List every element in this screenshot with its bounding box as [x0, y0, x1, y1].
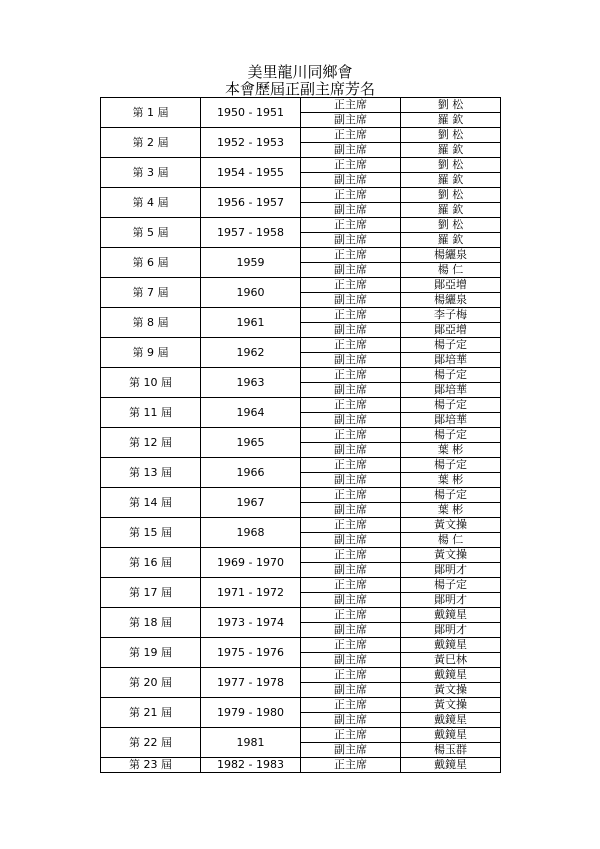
role-cell: 正主席	[301, 428, 401, 443]
name-cell: 鄖明才	[401, 563, 501, 578]
name-cell: 鄖亞增	[401, 323, 501, 338]
table-row	[101, 608, 501, 623]
name-cell: 楊子定	[401, 578, 501, 593]
role-cell: 副主席	[301, 533, 401, 548]
name-cell: 鄖培華	[401, 353, 501, 368]
role-cell: 正主席	[301, 248, 401, 263]
name-cell: 楊玉群	[401, 743, 501, 758]
term-cell: 第 15 屆	[101, 518, 201, 548]
name-cell: 戴鏡星	[401, 608, 501, 623]
role-cell: 副主席	[301, 323, 401, 338]
name-cell: 黃文操	[401, 683, 501, 698]
years-cell: 1962	[201, 338, 301, 368]
name-cell: 鄖培華	[401, 413, 501, 428]
name-cell: 楊纚泉	[401, 293, 501, 308]
name-cell: 黃文操	[401, 518, 501, 533]
table-row	[101, 188, 501, 203]
role-cell: 副主席	[301, 383, 401, 398]
chairmen-table	[100, 97, 501, 773]
table-row	[101, 98, 501, 113]
term-cell: 第 20 屆	[101, 668, 201, 698]
term-cell: 第 11 屆	[101, 398, 201, 428]
name-cell: 楊子定	[401, 458, 501, 473]
name-cell: 楊子定	[401, 488, 501, 503]
years-cell: 1957 - 1958	[201, 218, 301, 248]
years-cell: 1964	[201, 398, 301, 428]
name-cell: 黃文操	[401, 698, 501, 713]
years-cell: 1982 - 1983	[201, 758, 301, 773]
table-row	[101, 308, 501, 323]
term-cell: 第 1 屆	[101, 98, 201, 128]
role-cell: 副主席	[301, 233, 401, 248]
role-cell: 副主席	[301, 293, 401, 308]
name-cell: 李子梅	[401, 308, 501, 323]
table-row	[101, 278, 501, 293]
role-cell: 副主席	[301, 173, 401, 188]
years-cell: 1979 - 1980	[201, 698, 301, 728]
role-cell: 正主席	[301, 398, 401, 413]
table-row	[101, 578, 501, 593]
name-cell: 戴鏡星	[401, 758, 501, 773]
term-cell: 第 23 屆	[101, 758, 201, 773]
name-cell: 楊子定	[401, 368, 501, 383]
years-cell: 1967	[201, 488, 301, 518]
table-row	[101, 218, 501, 233]
name-cell: 楊 仁	[401, 263, 501, 278]
role-cell: 副主席	[301, 353, 401, 368]
name-cell: 劉 松	[401, 98, 501, 113]
name-cell: 羅 欽	[401, 233, 501, 248]
role-cell: 副主席	[301, 503, 401, 518]
term-cell: 第 21 屆	[101, 698, 201, 728]
role-cell: 正主席	[301, 458, 401, 473]
name-cell: 葉 彬	[401, 443, 501, 458]
name-cell: 劉 松	[401, 128, 501, 143]
name-cell: 羅 欽	[401, 203, 501, 218]
name-cell: 羅 欽	[401, 143, 501, 158]
name-cell: 戴鏡星	[401, 668, 501, 683]
role-cell: 正主席	[301, 698, 401, 713]
term-cell: 第 8 屆	[101, 308, 201, 338]
term-cell: 第 17 屆	[101, 578, 201, 608]
role-cell: 正主席	[301, 728, 401, 743]
table-row	[101, 488, 501, 503]
role-cell: 正主席	[301, 608, 401, 623]
table-row	[101, 248, 501, 263]
table-row	[101, 548, 501, 563]
document-subtitle: 本會歷屆正副主席芳名	[224, 80, 375, 98]
role-cell: 副主席	[301, 143, 401, 158]
document-title: 美里龍川同鄉會	[247, 63, 353, 81]
name-cell: 楊子定	[401, 428, 501, 443]
table-row	[101, 698, 501, 713]
role-cell: 正主席	[301, 638, 401, 653]
years-cell: 1952 - 1953	[201, 128, 301, 158]
role-cell: 副主席	[301, 563, 401, 578]
name-cell: 戴鏡星	[401, 728, 501, 743]
name-cell: 楊子定	[401, 398, 501, 413]
table-row	[101, 368, 501, 383]
role-cell: 副主席	[301, 113, 401, 128]
term-cell: 第 10 屆	[101, 368, 201, 398]
term-cell: 第 2 屆	[101, 128, 201, 158]
name-cell: 鄖培華	[401, 383, 501, 398]
table-row	[101, 728, 501, 743]
role-cell: 正主席	[301, 548, 401, 563]
term-cell: 第 13 屆	[101, 458, 201, 488]
role-cell: 正主席	[301, 128, 401, 143]
term-cell: 第 9 屆	[101, 338, 201, 368]
term-cell: 第 12 屆	[101, 428, 201, 458]
name-cell: 鄖亞增	[401, 278, 501, 293]
role-cell: 副主席	[301, 593, 401, 608]
years-cell: 1965	[201, 428, 301, 458]
table-row	[101, 668, 501, 683]
role-cell: 正主席	[301, 188, 401, 203]
years-cell: 1968	[201, 518, 301, 548]
years-cell: 1954 - 1955	[201, 158, 301, 188]
role-cell: 正主席	[301, 278, 401, 293]
years-cell: 1961	[201, 308, 301, 338]
years-cell: 1950 - 1951	[201, 98, 301, 128]
term-cell: 第 14 屆	[101, 488, 201, 518]
role-cell: 正主席	[301, 218, 401, 233]
table-row	[101, 458, 501, 473]
term-cell: 第 19 屆	[101, 638, 201, 668]
years-cell: 1973 - 1974	[201, 608, 301, 638]
years-cell: 1959	[201, 248, 301, 278]
name-cell: 羅 欽	[401, 173, 501, 188]
name-cell: 戴鏡星	[401, 713, 501, 728]
name-cell: 葉 彬	[401, 503, 501, 518]
role-cell: 副主席	[301, 623, 401, 638]
years-cell: 1960	[201, 278, 301, 308]
years-cell: 1977 - 1978	[201, 668, 301, 698]
role-cell: 正主席	[301, 368, 401, 383]
name-cell: 楊 仁	[401, 533, 501, 548]
term-cell: 第 5 屆	[101, 218, 201, 248]
name-cell: 楊纚泉	[401, 248, 501, 263]
name-cell: 鄖明才	[401, 623, 501, 638]
role-cell: 副主席	[301, 263, 401, 278]
name-cell: 羅 欽	[401, 113, 501, 128]
chairmen-table-body	[101, 98, 501, 773]
years-cell: 1971 - 1972	[201, 578, 301, 608]
table-row	[101, 428, 501, 443]
table-row	[101, 128, 501, 143]
role-cell: 正主席	[301, 758, 401, 773]
name-cell: 鄖明才	[401, 593, 501, 608]
role-cell: 副主席	[301, 713, 401, 728]
term-cell: 第 22 屆	[101, 728, 201, 758]
name-cell: 黃巳林	[401, 653, 501, 668]
role-cell: 正主席	[301, 308, 401, 323]
table-row	[101, 638, 501, 653]
years-cell: 1963	[201, 368, 301, 398]
term-cell: 第 16 屆	[101, 548, 201, 578]
table-row	[101, 338, 501, 353]
role-cell: 副主席	[301, 653, 401, 668]
name-cell: 劉 松	[401, 158, 501, 173]
years-cell: 1969 - 1970	[201, 548, 301, 578]
role-cell: 副主席	[301, 683, 401, 698]
role-cell: 正主席	[301, 98, 401, 113]
name-cell: 葉 彬	[401, 473, 501, 488]
years-cell: 1966	[201, 458, 301, 488]
role-cell: 正主席	[301, 518, 401, 533]
table-row	[101, 758, 501, 773]
term-cell: 第 3 屆	[101, 158, 201, 188]
years-cell: 1975 - 1976	[201, 638, 301, 668]
years-cell: 1981	[201, 728, 301, 758]
name-cell: 黃文操	[401, 548, 501, 563]
role-cell: 副主席	[301, 473, 401, 488]
name-cell: 劉 松	[401, 218, 501, 233]
years-cell: 1956 - 1957	[201, 188, 301, 218]
role-cell: 副主席	[301, 413, 401, 428]
role-cell: 正主席	[301, 668, 401, 683]
term-cell: 第 18 屆	[101, 608, 201, 638]
term-cell: 第 4 屆	[101, 188, 201, 218]
role-cell: 正主席	[301, 488, 401, 503]
role-cell: 正主席	[301, 158, 401, 173]
name-cell: 戴鏡星	[401, 638, 501, 653]
role-cell: 副主席	[301, 443, 401, 458]
table-row	[101, 158, 501, 173]
role-cell: 正主席	[301, 578, 401, 593]
term-cell: 第 7 屆	[101, 278, 201, 308]
table-row	[101, 398, 501, 413]
name-cell: 楊子定	[401, 338, 501, 353]
name-cell: 劉 松	[401, 188, 501, 203]
role-cell: 正主席	[301, 338, 401, 353]
role-cell: 副主席	[301, 743, 401, 758]
table-row	[101, 518, 501, 533]
role-cell: 副主席	[301, 203, 401, 218]
term-cell: 第 6 屆	[101, 248, 201, 278]
